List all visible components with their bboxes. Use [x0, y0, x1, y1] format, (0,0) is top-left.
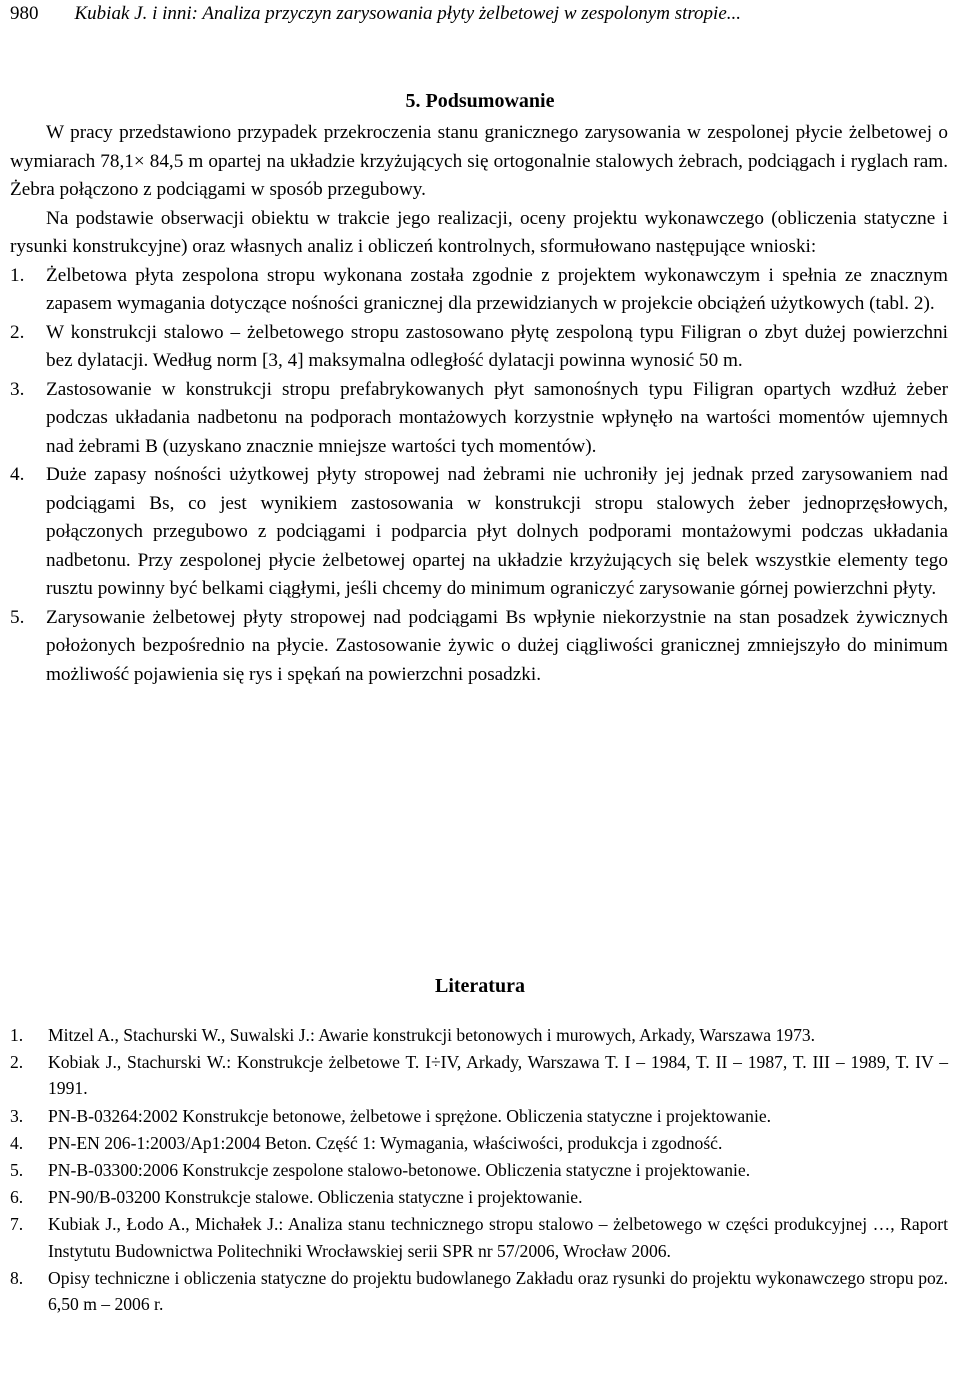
reference-number: 8.: [10, 1267, 24, 1288]
reference-item: [10, 1103, 948, 1129]
reference-text: Opisy techniczne i obliczenia statyczne do projektu budowlanego Zakładu oraz rysunki do projektu wykonawczego stropu poz. 6,50 m – 2006 r.: [48, 1267, 948, 1315]
reference-item: [10, 1184, 948, 1210]
conclusion-text: Żelbetowa płyta zespolona stropu wykonana została zgodnie z projektem wykonawczym i spełnia ze znacznym zapasem wymagania dotyczące nośności granicznej dla przewidzianych w projekcie obciążeń użytkowych (tabl. 2).: [46, 264, 948, 314]
reference-number: 5.: [10, 1160, 24, 1181]
conclusion-number: 3.: [10, 378, 25, 400]
references-list: [10, 1022, 948, 1318]
section-heading-literature: Literatura: [435, 975, 525, 997]
reference-number: 7.: [10, 1214, 24, 1235]
reference-item: [10, 1157, 948, 1183]
reference-number: 6.: [10, 1187, 24, 1208]
reference-text: Kubiak J., Łodo A., Michałek J.: Analiza stanu technicznego stropu stalowo – żelbetowego w części produkcyjnej …, Raport Instytutu Budownictwa Politechniki Wrocławskiej serii SPR nr 57/2006, Wrocław 2006.: [48, 1214, 948, 1261]
reference-number: 3.: [10, 1105, 24, 1126]
conclusion-number: 5.: [10, 606, 25, 628]
summary-body: [10, 119, 948, 689]
reference-text: PN-90/B-03200 Konstrukcje stalowe. Obliczenia statyczne i projektowanie.: [48, 1187, 583, 1208]
conclusion-item: [10, 461, 948, 604]
reference-item: [10, 1130, 948, 1156]
conclusion-item: [10, 604, 948, 690]
conclusion-number: 1.: [10, 264, 25, 286]
conclusion-text: Zastosowanie w konstrukcji stropu prefabrykowanych płyt samonośnych typu Filigran opartych wzdłuż żeber podczas układania nadbetonu na podporach montażowych korzystnie wpłynęło na wartości momentów ujemnych nad żebrami B (uzyskano znacznie mniejsze wartości tych momentów).: [46, 378, 948, 457]
conclusion-item: [10, 319, 948, 376]
section-heading-summary: 5. Podsumowanie: [405, 90, 555, 112]
reference-text: PN-EN 206-1:2003/Ap1:2004 Beton. Część 1: Wymagania, właściwości, produkcja i zgodność.: [48, 1132, 723, 1153]
page-number: 980: [10, 3, 39, 24]
conclusion-text: W konstrukcji stalowo – żelbetowego stropu zastosowano płytę zespoloną typu Filigran o zbyt dużej powierzchni bez dylatacji. Według norm [3, 4] maksymalna odległość dylatacji powinna wynosić 50 m.: [46, 321, 948, 371]
reference-item: [10, 1265, 948, 1317]
reference-text: PN-B-03264:2002 Konstrukcje betonowe, żelbetowe i sprężone. Obliczenia statyczne i projektowanie.: [48, 1105, 772, 1126]
summary-paragraph-1: W pracy przedstawiono przypadek przekroczenia stanu granicznego zarysowania w zespolonej płycie żelbetowej o wymiarach 78,1× 84,5 m opartej na układzie krzyżujących się ortogonalnie stalowych żebrach, podciągach i ryglach ram. Żebra połączono z podciągami w sposób przegubowy.: [10, 122, 948, 200]
reference-number: 2.: [10, 1052, 24, 1073]
reference-number: 1.: [10, 1025, 24, 1045]
reference-text: Mitzel A., Stachurski W., Suwalski J.: Awarie konstrukcji betonowych i murowych, Arkady, Warszawa 1973.: [48, 1025, 816, 1045]
reference-item: [10, 1211, 948, 1263]
conclusion-text: Duże zapasy nośności użytkowej płyty stropowej nad żebrami nie uchroniły jej jednak przed zarysowaniem nad podciągami Bs, co jest wynikiem zastosowania w konstrukcji stropu stalowych żeber jednoprzęsłowych, połączonych przegubowo z podciągami i podparcia płyt dolnych podporami montażowymi podczas układania nadbetonu. Przy zespolonej płycie żelbetowej opartej na układzie krzyżujących się belek wszystkie elementy tego rusztu powinny być belkami ciągłymi, jeśli chcemy do minimum ograniczyć zarysowanie górnej powierzchni płyty.: [46, 464, 948, 599]
reference-item: [10, 1022, 948, 1048]
summary-paragraph-2: Na podstawie obserwacji obiektu w trakcie jego realizacji, oceny projektu wykonawczego (obliczenia statyczne i rysunki konstrukcyjne) oraz własnych analiz i obliczeń kontrolnych, sformułowano następujące wnioski:: [10, 207, 948, 257]
conclusions-list: [10, 262, 948, 690]
conclusion-item: [10, 262, 948, 319]
running-header: [10, 2, 950, 26]
reference-text: Kobiak J., Stachurski W.: Konstrukcje żelbetowe T. I÷IV, Arkady, Warszawa T. I – 1984, T. II – 1987, T. III – 1989, T. IV – 1991.: [48, 1052, 948, 1099]
conclusion-item: [10, 376, 948, 462]
reference-text: PN-B-03300:2006 Konstrukcje zespolone stalowo-betonowe. Obliczenia statyczne i projektowanie.: [48, 1160, 751, 1181]
reference-item: [10, 1049, 948, 1101]
conclusion-text: Zarysowanie żelbetowej płyty stropowej nad podciągami Bs wpłynie niekorzystnie na stan posadzek żywicznych położonych bezpośrednio na płycie. Zastosowanie żywic o dużej ciągliwości granicznej zmniejszyło do minimum możliwość pojawienia się rys i spękań na powierzchni posadzki.: [46, 606, 948, 685]
running-title: Kubiak J. i inni: Analiza przyczyn zarysowania płyty żelbetowej w zespolonym stropie...: [74, 3, 742, 24]
conclusion-number: 4.: [10, 464, 25, 485]
conclusion-number: 2.: [10, 321, 25, 343]
reference-number: 4.: [10, 1132, 24, 1153]
